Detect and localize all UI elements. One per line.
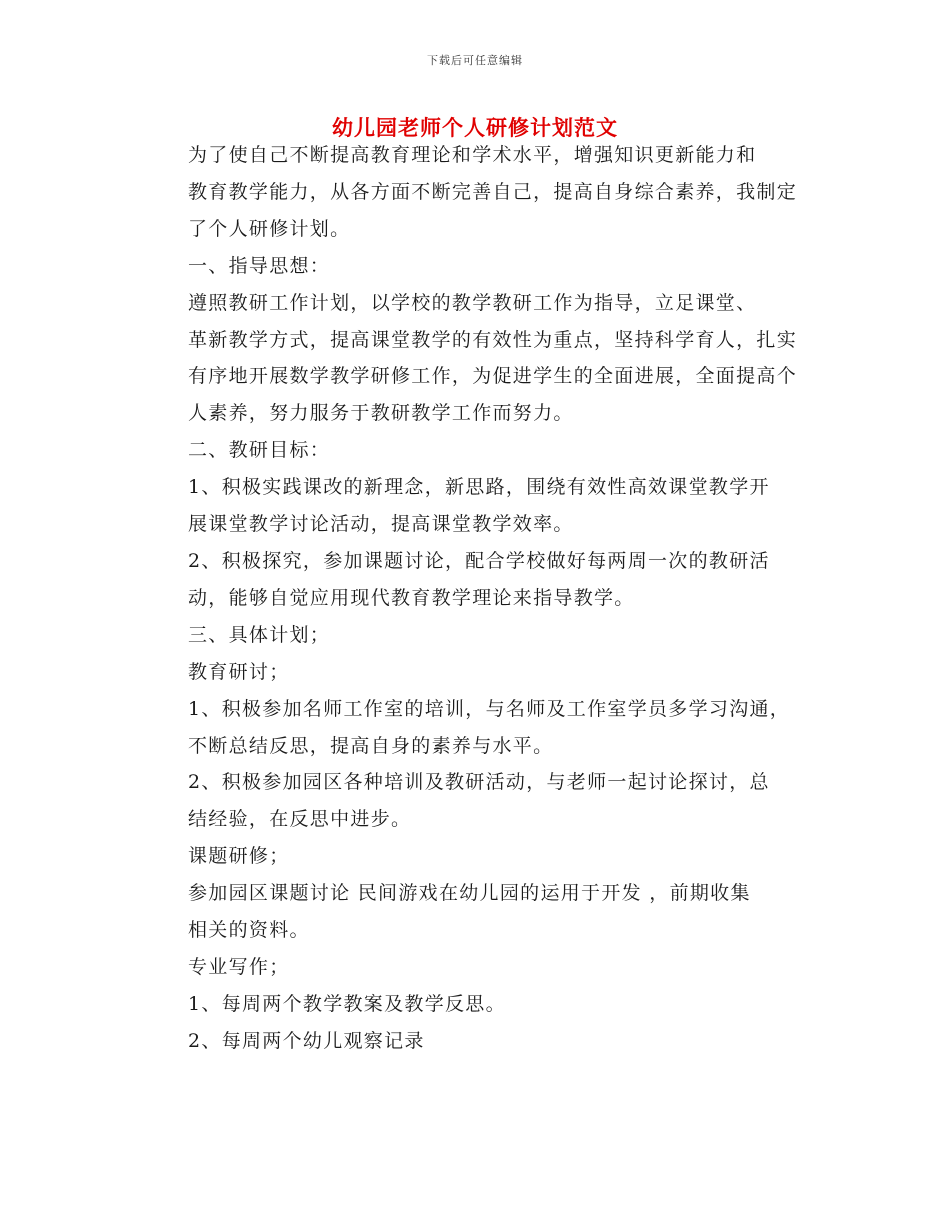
paragraph xyxy=(141,469,809,543)
text-line: 教育研讨； xyxy=(188,660,290,683)
text-line: 动，能够自觉应用现代教育教学理论来指导教学。 xyxy=(188,586,635,609)
text-line: 人素养，努力服务于教研教学工作而努力。 xyxy=(188,402,574,425)
text-line: 革新教学方式，提高课堂教学的有效性为重点，坚持科学育人，扎实 xyxy=(188,328,798,351)
text-line: 结经验，在反思中进步。 xyxy=(188,808,412,831)
text-line: 参加园区课题讨论 民间游戏在幼儿园的运用于开发 ，前期收集 xyxy=(188,882,751,905)
text-line: 1、积极参加名师工作室的培训，与名师及工作室学员多学习沟通， xyxy=(188,697,791,720)
paragraph xyxy=(141,875,809,949)
paragraph xyxy=(141,617,809,654)
text-line: 1、积极实践课改的新理念，新思路，围绕有效性高效课堂教学开 xyxy=(188,476,770,499)
paragraph xyxy=(141,137,809,248)
text-line: 一、指导思想： xyxy=(188,254,331,277)
text-line: 为了使自己不断提高教育理论和学术水平，增强知识更新能力和 xyxy=(188,144,757,166)
paragraph xyxy=(141,1023,809,1060)
paragraph xyxy=(141,949,809,986)
document-body xyxy=(141,137,809,1060)
paragraph xyxy=(141,691,809,765)
text-line: 2、积极参加园区各种培训及教研活动，与老师一起讨论探讨，总 xyxy=(188,771,770,794)
text-line: 专业写作； xyxy=(188,955,290,978)
text-line: 二、教研目标： xyxy=(188,439,331,462)
paragraph xyxy=(141,764,809,838)
paragraph xyxy=(141,654,809,691)
paragraph xyxy=(141,248,809,285)
header-note: 下载后可任意编辑 xyxy=(427,54,523,67)
text-line: 相关的资料。 xyxy=(188,919,310,942)
paragraph xyxy=(141,285,809,433)
text-line: 不断总结反思，提高自身的素养与水平。 xyxy=(188,734,554,757)
paragraph xyxy=(141,986,809,1023)
text-line: 1、每周两个教学教案及教学反思。 xyxy=(188,992,506,1015)
text-line: 了个人研修计划。 xyxy=(188,217,351,240)
text-line: 2、每周两个幼儿观察记录 xyxy=(188,1029,425,1052)
text-line: 教育教学能力，从各方面不断完善自己，提高自身综合素养，我制定 xyxy=(188,180,798,203)
text-line: 2、积极探究，参加课题讨论，配合学校做好每两周一次的教研活 xyxy=(188,549,770,572)
text-line: 有序地开展数学教学研修工作，为促进学生的全面进展，全面提高个 xyxy=(188,365,798,388)
text-line: 课题研修； xyxy=(188,845,290,868)
paragraph xyxy=(141,432,809,469)
paragraph xyxy=(141,838,809,875)
text-line: 展课堂教学讨论活动，提高课堂教学效率。 xyxy=(188,513,574,536)
paragraph xyxy=(141,543,809,617)
text-line: 三、具体计划； xyxy=(188,623,331,646)
document-title: 幼儿园老师个人研修计划范文 xyxy=(332,115,618,140)
text-line: 遵照教研工作计划，以学校的教学教研工作为指导，立足课堂、 xyxy=(188,291,757,314)
